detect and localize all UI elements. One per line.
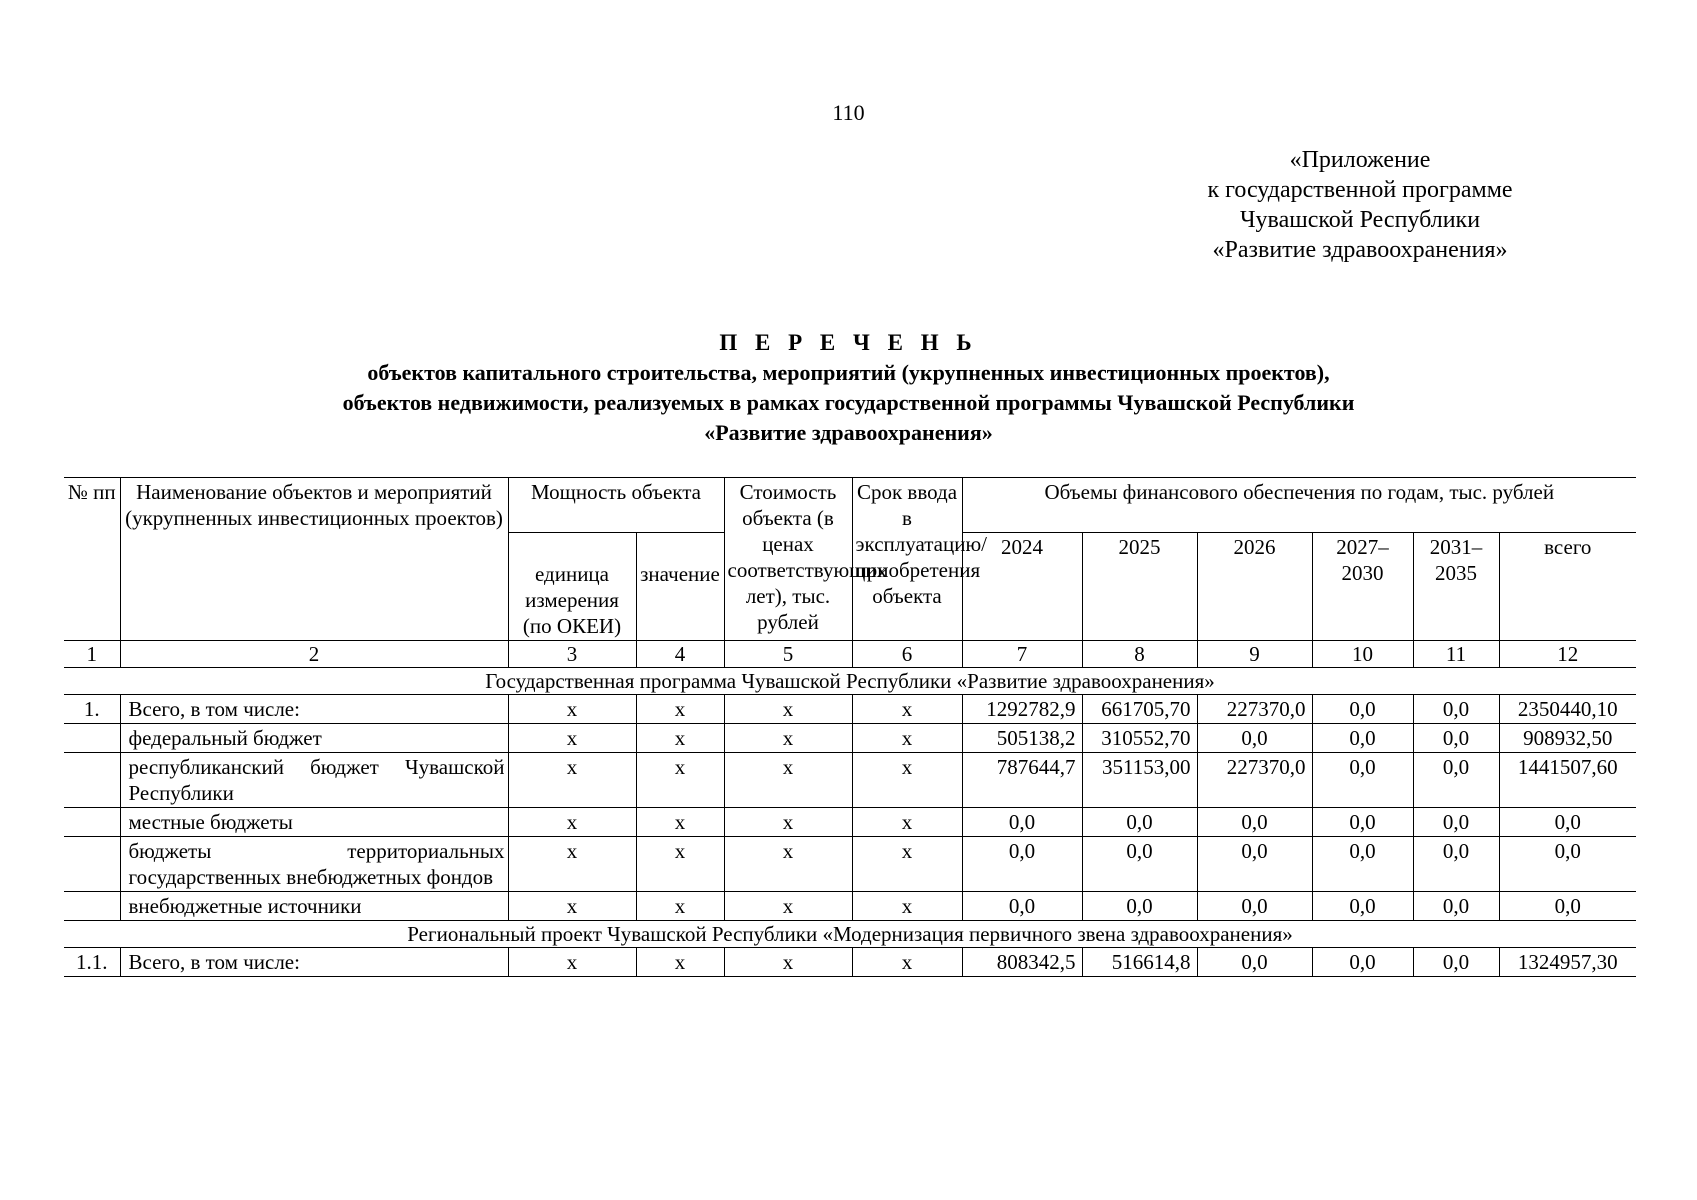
row-total: 0,0 bbox=[1499, 808, 1636, 837]
header-2027-2030: 2027–2030 bbox=[1312, 533, 1413, 641]
row-term: х bbox=[852, 724, 962, 753]
row-value: х bbox=[636, 948, 724, 977]
table-row bbox=[64, 837, 1636, 892]
row-value: х bbox=[636, 753, 724, 808]
row-cost: х bbox=[724, 837, 852, 892]
row-2024: 0,0 bbox=[962, 837, 1082, 892]
row-total: 0,0 bbox=[1499, 892, 1636, 921]
row-2026: 0,0 bbox=[1197, 808, 1312, 837]
row-name: внебюджетные источники bbox=[120, 892, 508, 921]
row-num: 1. bbox=[64, 695, 120, 724]
row-2024: 505138,2 bbox=[962, 724, 1082, 753]
row-2027-2030: 0,0 bbox=[1312, 892, 1413, 921]
appendix-line: «Развитие здравоохранения» bbox=[1212, 237, 1508, 263]
appendix-note bbox=[1160, 145, 1560, 265]
row-unit: х bbox=[508, 753, 636, 808]
header-name: Наименование объектов и мероприятий (укрупненных инвестиционных проектов) bbox=[120, 478, 508, 641]
row-2026: 0,0 bbox=[1197, 948, 1312, 977]
section-title: Региональный проект Чувашской Республики «Модернизация первичного звена здравоохранения» bbox=[64, 921, 1636, 948]
header-row bbox=[64, 478, 1636, 533]
column-number: 7 bbox=[962, 641, 1082, 668]
row-2024: 0,0 bbox=[962, 892, 1082, 921]
row-num bbox=[64, 808, 120, 837]
column-number: 6 bbox=[852, 641, 962, 668]
section-header-row bbox=[64, 921, 1636, 948]
title-main: П Е Р Е Ч Е Н Ь bbox=[719, 330, 978, 355]
row-name: Всего, в том числе: bbox=[120, 695, 508, 724]
row-unit: х bbox=[508, 808, 636, 837]
row-2025: 310552,70 bbox=[1082, 724, 1197, 753]
table-row bbox=[64, 695, 1636, 724]
column-number: 3 bbox=[508, 641, 636, 668]
row-2024: 1292782,9 bbox=[962, 695, 1082, 724]
header-2026: 2026 bbox=[1197, 533, 1312, 641]
column-number: 5 bbox=[724, 641, 852, 668]
column-number: 10 bbox=[1312, 641, 1413, 668]
table-row bbox=[64, 892, 1636, 921]
row-2027-2030: 0,0 bbox=[1312, 837, 1413, 892]
row-num: 1.1. bbox=[64, 948, 120, 977]
row-unit: х bbox=[508, 892, 636, 921]
row-cost: х bbox=[724, 724, 852, 753]
row-num bbox=[64, 724, 120, 753]
row-total: 1324957,30 bbox=[1499, 948, 1636, 977]
row-cost: х bbox=[724, 808, 852, 837]
header-value: значение bbox=[636, 533, 724, 641]
row-value: х bbox=[636, 808, 724, 837]
column-numbers-row bbox=[64, 641, 1636, 668]
row-name: республиканский бюджет Чувашской Республики bbox=[120, 753, 508, 808]
row-2025: 661705,70 bbox=[1082, 695, 1197, 724]
appendix-line: Чувашской Республики bbox=[1239, 207, 1481, 233]
appendix-line: к государственной программе bbox=[1207, 177, 1513, 203]
header-financing: Объемы финансового обеспечения по годам, тыс. рублей bbox=[962, 478, 1636, 533]
title-line: «Развитие здравоохранения» bbox=[704, 420, 993, 445]
row-2025: 0,0 bbox=[1082, 892, 1197, 921]
row-name: бюджеты территориальных государственных внебюджетных фондов bbox=[120, 837, 508, 892]
row-2024: 0,0 bbox=[962, 808, 1082, 837]
row-cost: х bbox=[724, 753, 852, 808]
row-2031-2035: 0,0 bbox=[1413, 837, 1499, 892]
row-2031-2035: 0,0 bbox=[1413, 808, 1499, 837]
row-num bbox=[64, 837, 120, 892]
row-2027-2030: 0,0 bbox=[1312, 808, 1413, 837]
row-term: х bbox=[852, 892, 962, 921]
header-cost: Стоимость объекта (в ценах соответствующих лет), тыс. рублей bbox=[724, 478, 852, 641]
row-total: 908932,50 bbox=[1499, 724, 1636, 753]
header-2024: 2024 bbox=[962, 533, 1082, 641]
table-row bbox=[64, 948, 1636, 977]
column-number: 12 bbox=[1499, 641, 1636, 668]
row-2031-2035: 0,0 bbox=[1413, 948, 1499, 977]
header-term: Срок ввода в эксплуатацию/ приобретения объекта bbox=[852, 478, 962, 641]
row-2025: 351153,00 bbox=[1082, 753, 1197, 808]
section-title: Государственная программа Чувашской Республики «Развитие здравоохранения» bbox=[64, 668, 1636, 695]
row-value: х bbox=[636, 695, 724, 724]
row-2031-2035: 0,0 bbox=[1413, 695, 1499, 724]
title-line: объектов капитального строительства, мероприятий (укрупненных инвестиционных проектов), bbox=[367, 360, 1330, 385]
column-number: 4 bbox=[636, 641, 724, 668]
document-title bbox=[0, 328, 1697, 448]
row-2025: 516614,8 bbox=[1082, 948, 1197, 977]
table-row bbox=[64, 753, 1636, 808]
row-2031-2035: 0,0 bbox=[1413, 724, 1499, 753]
row-2024: 787644,7 bbox=[962, 753, 1082, 808]
objects-table bbox=[64, 477, 1636, 977]
header-2025: 2025 bbox=[1082, 533, 1197, 641]
row-2027-2030: 0,0 bbox=[1312, 753, 1413, 808]
section-header-row bbox=[64, 668, 1636, 695]
header-2031-2035: 2031–2035 bbox=[1413, 533, 1499, 641]
title-line: объектов недвижимости, реализуемых в рамках государственной программы Чувашской Республики bbox=[342, 390, 1355, 415]
column-number: 8 bbox=[1082, 641, 1197, 668]
row-term: х bbox=[852, 753, 962, 808]
table-row bbox=[64, 724, 1636, 753]
row-cost: х bbox=[724, 892, 852, 921]
row-2026: 0,0 bbox=[1197, 837, 1312, 892]
page-number: 110 bbox=[832, 100, 865, 125]
row-cost: х bbox=[724, 695, 852, 724]
row-2026: 0,0 bbox=[1197, 892, 1312, 921]
header-num: № пп bbox=[64, 478, 120, 641]
row-2026: 0,0 bbox=[1197, 724, 1312, 753]
row-term: х bbox=[852, 948, 962, 977]
row-2026: 227370,0 bbox=[1197, 695, 1312, 724]
column-number: 11 bbox=[1413, 641, 1499, 668]
row-unit: х bbox=[508, 837, 636, 892]
appendix-line: «Приложение bbox=[1289, 147, 1431, 173]
row-unit: х bbox=[508, 695, 636, 724]
row-value: х bbox=[636, 892, 724, 921]
objects-table-wrap bbox=[64, 477, 1636, 977]
header-unit: единица измерения (по ОКЕИ) bbox=[508, 533, 636, 641]
row-name: местные бюджеты bbox=[120, 808, 508, 837]
row-total: 0,0 bbox=[1499, 837, 1636, 892]
row-2025: 0,0 bbox=[1082, 808, 1197, 837]
column-number: 2 bbox=[120, 641, 508, 668]
row-total: 1441507,60 bbox=[1499, 753, 1636, 808]
row-2031-2035: 0,0 bbox=[1413, 892, 1499, 921]
row-name: Всего, в том числе: bbox=[120, 948, 508, 977]
header-capacity: Мощность объекта bbox=[508, 478, 724, 533]
row-2026: 227370,0 bbox=[1197, 753, 1312, 808]
row-term: х bbox=[852, 837, 962, 892]
row-term: х bbox=[852, 695, 962, 724]
row-cost: х bbox=[724, 948, 852, 977]
row-name: федеральный бюджет bbox=[120, 724, 508, 753]
row-total: 2350440,10 bbox=[1499, 695, 1636, 724]
row-unit: х bbox=[508, 724, 636, 753]
row-num bbox=[64, 753, 120, 808]
row-2027-2030: 0,0 bbox=[1312, 948, 1413, 977]
row-2027-2030: 0,0 bbox=[1312, 724, 1413, 753]
column-number: 1 bbox=[64, 641, 120, 668]
row-2024: 808342,5 bbox=[962, 948, 1082, 977]
row-2031-2035: 0,0 bbox=[1413, 753, 1499, 808]
row-2027-2030: 0,0 bbox=[1312, 695, 1413, 724]
row-num bbox=[64, 892, 120, 921]
row-value: х bbox=[636, 837, 724, 892]
header-total: всего bbox=[1499, 533, 1636, 641]
column-number: 9 bbox=[1197, 641, 1312, 668]
row-term: х bbox=[852, 808, 962, 837]
row-unit: х bbox=[508, 948, 636, 977]
row-value: х bbox=[636, 724, 724, 753]
table-row bbox=[64, 808, 1636, 837]
row-2025: 0,0 bbox=[1082, 837, 1197, 892]
